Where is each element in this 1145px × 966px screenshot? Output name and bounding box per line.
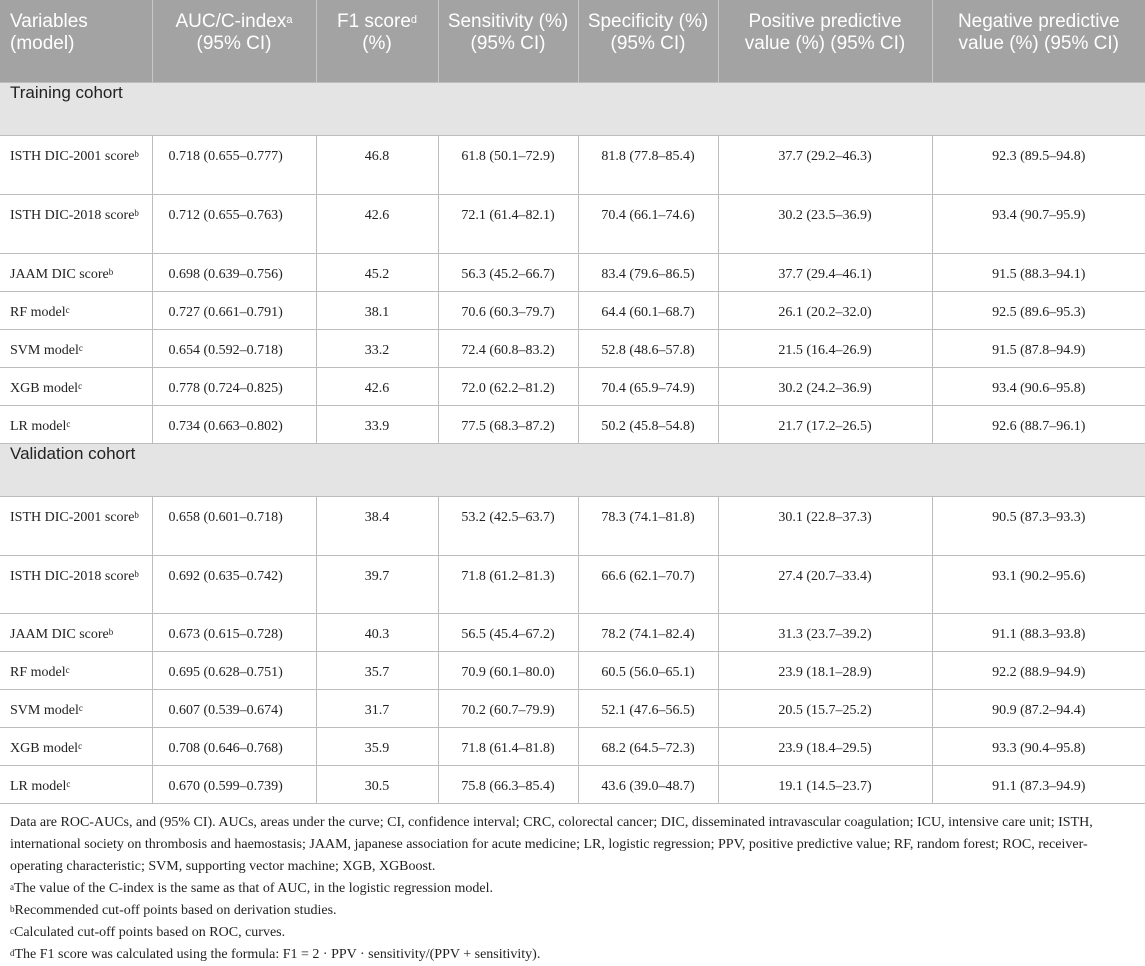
table-row	[0, 651, 1145, 689]
table-row	[0, 135, 1145, 194]
cell-auc: 0.695 (0.628–0.751)	[152, 651, 316, 689]
cell-auc: 0.654 (0.592–0.718)	[152, 329, 316, 367]
cell-ppv: 37.7 (29.4–46.1)	[718, 253, 932, 291]
row-variable-name: XGB model$^c$	[0, 727, 152, 765]
cell-npv: 91.1 (88.3–93.8)	[932, 613, 1145, 651]
cell-f1: 35.9	[316, 727, 438, 765]
row-variable-name: LR model$^c$	[0, 405, 152, 443]
cell-auc: 0.718 (0.655–0.777)	[152, 135, 316, 194]
cell-sens: 53.2 (42.5–63.7)	[438, 496, 578, 555]
row-variable-name: ISTH DIC-2001 score$^b$	[0, 496, 152, 555]
cell-f1: 38.1	[316, 291, 438, 329]
cell-sens: 72.1 (61.4–82.1)	[438, 194, 578, 253]
cell-f1: 38.4	[316, 496, 438, 555]
table-row	[0, 194, 1145, 253]
cell-npv: 90.9 (87.2–94.4)	[932, 689, 1145, 727]
cell-sens: 56.3 (45.2–66.7)	[438, 253, 578, 291]
cell-sens: 72.4 (60.8–83.2)	[438, 329, 578, 367]
row-variable-name: SVM model$^c$	[0, 689, 152, 727]
cell-auc: 0.712 (0.655–0.763)	[152, 194, 316, 253]
cell-sens: 70.9 (60.1–80.0)	[438, 651, 578, 689]
cell-npv: 93.4 (90.6–95.8)	[932, 367, 1145, 405]
cell-spec: 66.6 (62.1–70.7)	[578, 555, 718, 613]
cell-auc: 0.692 (0.635–0.742)	[152, 555, 316, 613]
cell-ppv: 26.1 (20.2–32.0)	[718, 291, 932, 329]
row-variable-name: RF model$^c$	[0, 291, 152, 329]
table-row	[0, 689, 1145, 727]
cell-f1: 35.7	[316, 651, 438, 689]
cell-sens: 71.8 (61.4–81.8)	[438, 727, 578, 765]
row-variable-name: ISTH DIC-2018 score$^b$	[0, 194, 152, 253]
cell-f1: 42.6	[316, 367, 438, 405]
cell-ppv: 30.2 (23.5–36.9)	[718, 194, 932, 253]
table-row	[0, 367, 1145, 405]
cell-spec: 43.6 (39.0–48.7)	[578, 765, 718, 803]
training-cohort-section	[0, 82, 1145, 135]
header-npv: Negative predictive value (%) (95% CI)	[932, 0, 1145, 82]
cell-auc: 0.673 (0.615–0.728)	[152, 613, 316, 651]
row-variable-name: SVM model$^c$	[0, 329, 152, 367]
cell-f1: 33.9	[316, 405, 438, 443]
row-variable-name: JAAM DIC score$^b$	[0, 253, 152, 291]
cell-npv: 91.5 (87.8–94.9)	[932, 329, 1145, 367]
table-row	[0, 405, 1145, 443]
cell-sens: 77.5 (68.3–87.2)	[438, 405, 578, 443]
table-row	[0, 613, 1145, 651]
cell-ppv: 30.2 (24.2–36.9)	[718, 367, 932, 405]
cell-ppv: 30.1 (22.8–37.3)	[718, 496, 932, 555]
table-row	[0, 329, 1145, 367]
cell-sens: 75.8 (66.3–85.4)	[438, 765, 578, 803]
header-sensitivity: Sensitivity (%) (95% CI)	[438, 0, 578, 82]
cell-f1: 33.2	[316, 329, 438, 367]
cell-ppv: 21.7 (17.2–26.5)	[718, 405, 932, 443]
cell-sens: 70.6 (60.3–79.7)	[438, 291, 578, 329]
cell-sens: 70.2 (60.7–79.9)	[438, 689, 578, 727]
row-variable-name: ISTH DIC-2018 score$^b$	[0, 555, 152, 613]
cell-ppv: 23.9 (18.1–28.9)	[718, 651, 932, 689]
header-ppv: Positive predictive value (%) (95% CI)	[718, 0, 932, 82]
cell-ppv: 23.9 (18.4–29.5)	[718, 727, 932, 765]
cell-sens: 61.8 (50.1–72.9)	[438, 135, 578, 194]
cell-auc: 0.670 (0.599–0.739)	[152, 765, 316, 803]
section-label: Training cohort	[0, 82, 1145, 135]
cell-spec: 68.2 (64.5–72.3)	[578, 727, 718, 765]
cell-auc: 0.734 (0.663–0.802)	[152, 405, 316, 443]
table-row	[0, 555, 1145, 613]
cell-auc: 0.727 (0.661–0.791)	[152, 291, 316, 329]
table-row	[0, 765, 1145, 803]
cell-auc: 0.698 (0.639–0.756)	[152, 253, 316, 291]
cell-npv: 92.5 (89.6–95.3)	[932, 291, 1145, 329]
cell-f1: 46.8	[316, 135, 438, 194]
footnote-d: $^d$The F1 score was calculated using the formula: F1 = 2 · PPV · sensitivity/(PPV + sensitivity).	[10, 946, 541, 962]
cell-sens: 72.0 (62.2–81.2)	[438, 367, 578, 405]
header-f1: F1 score$^d$ (%)	[316, 0, 438, 82]
table-header	[0, 0, 1145, 82]
cell-auc: 0.708 (0.646–0.768)	[152, 727, 316, 765]
footnote-main: Data are ROC-AUCs, and (95% CI). AUCs, areas under the curve; CI, confidence interval; CRC, colorectal cancer; DIC, disseminated intravascular coagulation; ICU, intensive care unit; ISTH, international society on thrombosis and haemostasis; JAAM, japanese association for acute medicine; LR, logistic regression; PPV, positive predictive value; RF, random forest; ROC, receiver-operating characteristic; SVM, supporting vector machine; XGB, XGBoost.	[10, 814, 1093, 874]
cell-ppv: 27.4 (20.7–33.4)	[718, 555, 932, 613]
cell-spec: 70.4 (65.9–74.9)	[578, 367, 718, 405]
cell-spec: 70.4 (66.1–74.6)	[578, 194, 718, 253]
table-footnotes	[0, 804, 1145, 966]
cell-sens: 71.8 (61.2–81.3)	[438, 555, 578, 613]
table-row	[0, 253, 1145, 291]
table-row	[0, 291, 1145, 329]
cell-f1: 42.6	[316, 194, 438, 253]
table-row	[0, 727, 1145, 765]
cell-npv: 91.1 (87.3–94.9)	[932, 765, 1145, 803]
cell-npv: 92.3 (89.5–94.8)	[932, 135, 1145, 194]
validation-cohort-section	[0, 443, 1145, 496]
cell-f1: 31.7	[316, 689, 438, 727]
footnote-b: $^b$Recommended cut-off points based on derivation studies.	[10, 902, 337, 918]
cell-spec: 81.8 (77.8–85.4)	[578, 135, 718, 194]
cell-ppv: 19.1 (14.5–23.7)	[718, 765, 932, 803]
cell-auc: 0.658 (0.601–0.718)	[152, 496, 316, 555]
cell-spec: 60.5 (56.0–65.1)	[578, 651, 718, 689]
cell-ppv: 31.3 (23.7–39.2)	[718, 613, 932, 651]
cell-spec: 83.4 (79.6–86.5)	[578, 253, 718, 291]
cell-npv: 91.5 (88.3–94.1)	[932, 253, 1145, 291]
table-row	[0, 496, 1145, 555]
cell-npv: 92.2 (88.9–94.9)	[932, 651, 1145, 689]
cell-spec: 52.8 (48.6–57.8)	[578, 329, 718, 367]
footnote-a: $^a$The value of the C-index is the same as that of AUC, in the logistic regression model.	[10, 880, 494, 896]
cell-spec: 78.2 (74.1–82.4)	[578, 613, 718, 651]
footnote-c: $^c$Calculated cut-off points based on ROC, curves.	[10, 924, 286, 940]
row-variable-name: JAAM DIC score$^b$	[0, 613, 152, 651]
cell-f1: 40.3	[316, 613, 438, 651]
cell-spec: 78.3 (74.1–81.8)	[578, 496, 718, 555]
cell-npv: 93.3 (90.4–95.8)	[932, 727, 1145, 765]
cell-auc: 0.778 (0.724–0.825)	[152, 367, 316, 405]
section-label: Validation cohort	[0, 443, 1145, 496]
cell-sens: 56.5 (45.4–67.2)	[438, 613, 578, 651]
cell-f1: 39.7	[316, 555, 438, 613]
header-variables: Variables (model)	[0, 0, 152, 82]
row-variable-name: LR model$^c$	[0, 765, 152, 803]
row-variable-name: RF model$^c$	[0, 651, 152, 689]
cell-ppv: 20.5 (15.7–25.2)	[718, 689, 932, 727]
cell-spec: 64.4 (60.1–68.7)	[578, 291, 718, 329]
cell-npv: 90.5 (87.3–93.3)	[932, 496, 1145, 555]
cell-npv: 93.4 (90.7–95.9)	[932, 194, 1145, 253]
cell-spec: 52.1 (47.6–56.5)	[578, 689, 718, 727]
cell-spec: 50.2 (45.8–54.8)	[578, 405, 718, 443]
cell-ppv: 37.7 (29.2–46.3)	[718, 135, 932, 194]
cell-npv: 92.6 (88.7–96.1)	[932, 405, 1145, 443]
cell-auc: 0.607 (0.539–0.674)	[152, 689, 316, 727]
cell-f1: 45.2	[316, 253, 438, 291]
row-variable-name: ISTH DIC-2001 score$^b$	[0, 135, 152, 194]
header-specificity: Specificity (%) (95% CI)	[578, 0, 718, 82]
table-body	[0, 82, 1145, 803]
cell-ppv: 21.5 (16.4–26.9)	[718, 329, 932, 367]
row-variable-name: XGB model$^c$	[0, 367, 152, 405]
header-auc: AUC/C-index$^a$ (95% CI)	[152, 0, 316, 82]
cell-npv: 93.1 (90.2–95.6)	[932, 555, 1145, 613]
cell-f1: 30.5	[316, 765, 438, 803]
